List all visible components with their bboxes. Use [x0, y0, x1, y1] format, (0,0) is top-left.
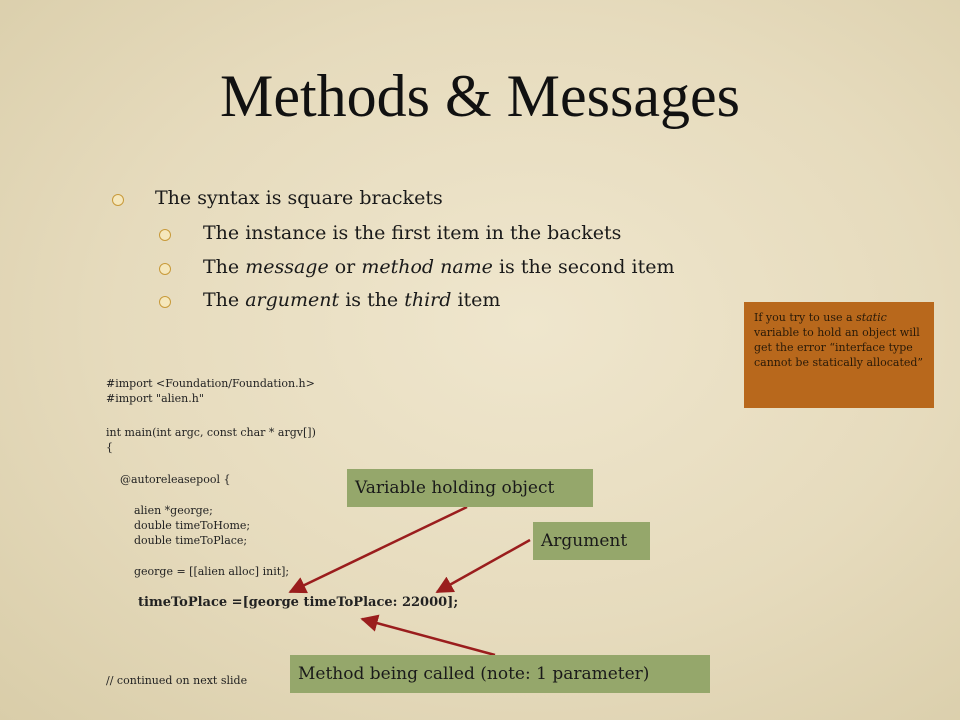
plain-text: If you try to use a [754, 311, 857, 324]
emphasis-text: third [404, 289, 452, 311]
label-method-being-called: Method being called (note: 1 parameter) [290, 655, 710, 693]
plain-text: or [328, 256, 362, 278]
code-autoreleasepool: @autoreleasepool { [106, 473, 231, 486]
plain-text: is the second item [492, 256, 675, 278]
arrow-to-method [362, 619, 495, 655]
emphasis-text: message [245, 256, 329, 278]
code-comment: // continued on next slide [106, 674, 248, 687]
code-import-foundation: #import <Foundation/Foundation.h> [106, 377, 315, 390]
emphasis-text: method name [361, 256, 493, 278]
emphasis-text: argument [245, 289, 340, 311]
plain-text: The [203, 289, 246, 311]
plain-text: The [203, 256, 246, 278]
plain-text: item [451, 289, 501, 311]
code-decl-timetoplace: double timeToPlace; [106, 534, 248, 547]
code-open-brace: { [106, 441, 113, 454]
arrow-to-argument [437, 540, 530, 592]
slide-title: Methods & Messages [220, 63, 740, 129]
plain-text: The syntax is square brackets [155, 187, 443, 209]
code-import-alien: #import "alien.h" [106, 392, 204, 405]
arrow-to-variable [290, 507, 467, 592]
emphasis-text: static [856, 311, 887, 324]
code-method-call: timeToPlace =[george timeToPlace: 22000]; [138, 595, 459, 610]
code-decl-timetohome: double timeToHome; [106, 519, 251, 532]
label-variable-holding-object: Variable holding object [347, 469, 593, 507]
plain-text: variable to hold an object will get the error “interface type cannot be statically allocated” [754, 326, 924, 369]
label-argument: Argument [533, 522, 650, 560]
code-init: george = [[alien alloc] init]; [106, 565, 290, 578]
plain-text: is the [339, 289, 405, 311]
code-decl-george: alien *george; [106, 504, 213, 517]
plain-text: The instance is the first item in the backets [203, 222, 622, 244]
code-main-signature: int main(int argc, const char * argv[]) [106, 426, 316, 439]
